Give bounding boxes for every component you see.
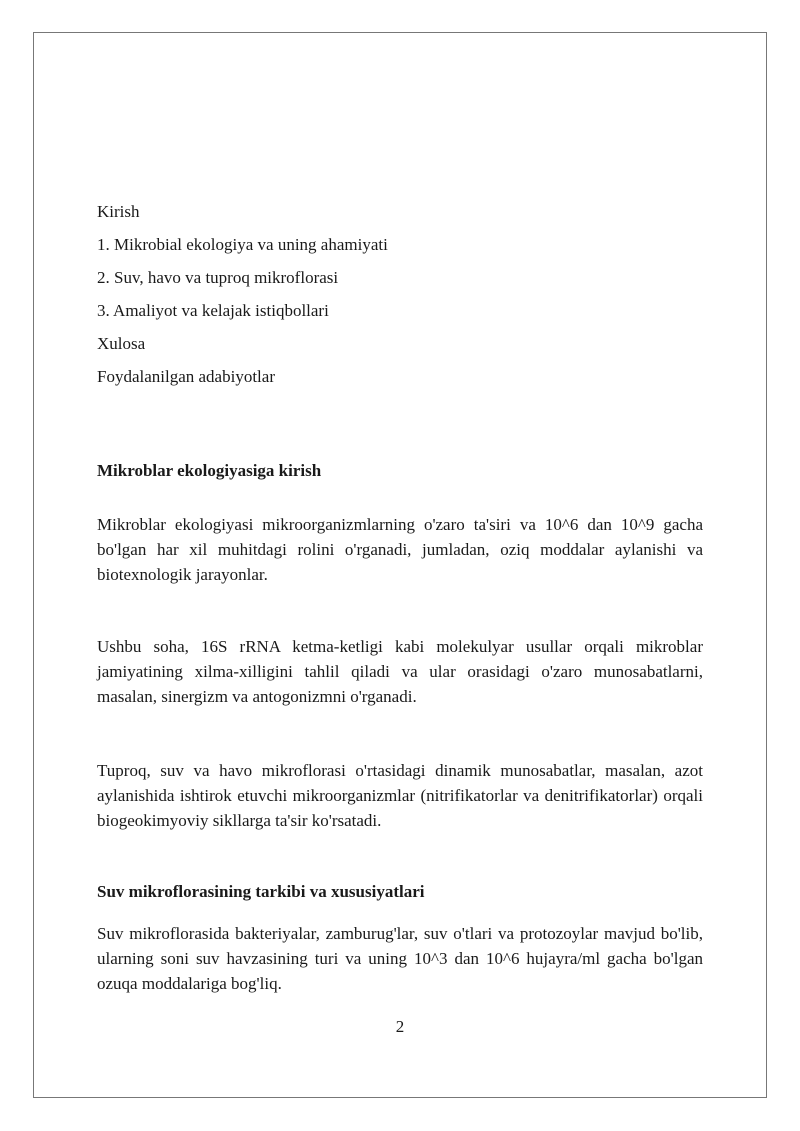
paragraph-3: Tuproq, suv va havo mikroflorasi o'rtasidagi dinamik munosabatlar, masalan, azot aylanishida ishtirok etuvchi mikroorganizmlar (nitrifikatorlar va denitrifikatorlar) orqali biogeokimyoviy sikllarga ta'sir ko'rsatadi. bbox=[97, 761, 703, 830]
toc-item-intro: Kirish bbox=[97, 202, 140, 221]
paragraph-4: Suv mikroflorasida bakteriyalar, zamburug'lar, suv o'tlari va protozoylar mavjud bo'lib, ularning soni suv havzasining turi va uning 10^3 dan 10^6 hujayra/ml gacha bo'lgan ozuqa moddalariga bog'liq. bbox=[97, 924, 703, 993]
toc-item-chapter-1: 1. Mikrobial ekologiya va uning ahamiyati bbox=[97, 235, 388, 254]
paragraph-2: Ushbu soha, 16S rRNA ketma-ketligi kabi molekulyar usullar orqali mikroblar jamiyatining xilma-xilligini tahlil qiladi va ular orasidagi o'zaro munosabatlarni, masalan, sinergizm va antogonizmni o'rganadi. bbox=[97, 637, 703, 706]
toc-item-conclusion: Xulosa bbox=[97, 334, 146, 353]
page-number: 2 bbox=[395, 1017, 405, 1036]
toc-item-references: Foydalanilgan adabiyotlar bbox=[97, 367, 275, 386]
toc-item-chapter-3: 3. Amaliyot va kelajak istiqbollari bbox=[97, 301, 329, 320]
paragraph-1: Mikroblar ekologiyasi mikroorganizmlarning o'zaro ta'siri va 10^6 dan 10^9 gacha bo'lgan har xil muhitdagi rolini o'rganadi, jumladan, oziq moddalar aylanishi va biotexnologik jarayonlar. bbox=[97, 515, 703, 584]
section-heading-microbial-ecology: Mikroblar ekologiyasiga kirish bbox=[97, 461, 322, 480]
table-of-contents bbox=[97, 199, 703, 397]
section-heading-water-microflora: Suv mikroflorasining tarkibi va xususiyatlari bbox=[97, 882, 425, 901]
toc-item-chapter-2: 2. Suv, havo va tuproq mikroflorasi bbox=[97, 268, 339, 287]
